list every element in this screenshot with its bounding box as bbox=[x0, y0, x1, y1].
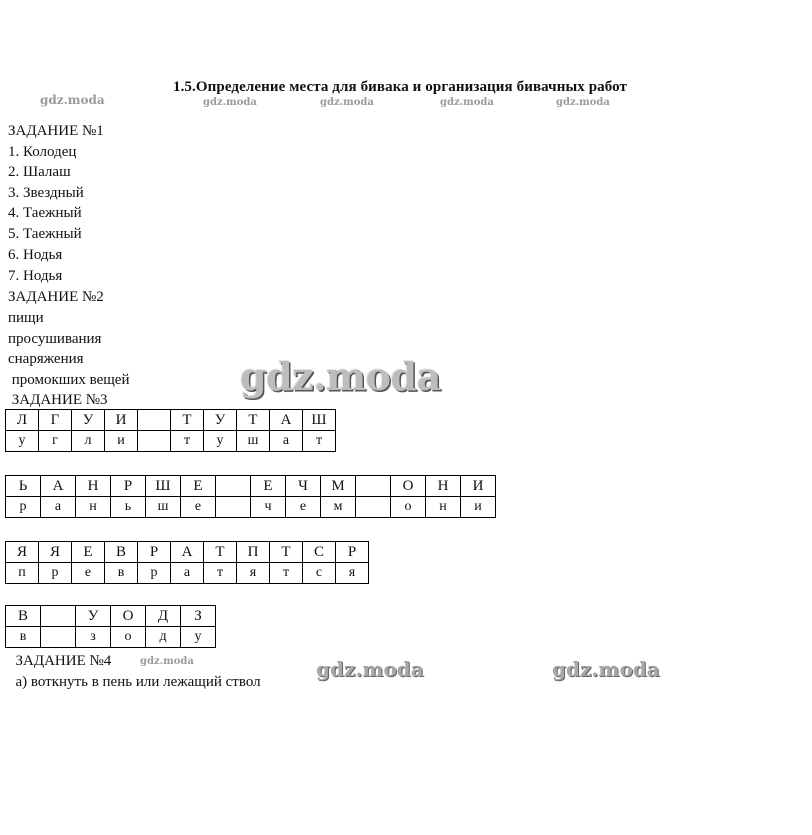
cipher-cell: Д bbox=[146, 606, 181, 627]
cipher-cell: Е bbox=[251, 476, 286, 497]
task2-item: снаряжения bbox=[8, 351, 84, 367]
task1-heading: ЗАДАНИЕ №1 bbox=[8, 123, 104, 139]
watermark: gdz.moda bbox=[140, 656, 194, 667]
cipher-cell bbox=[356, 476, 391, 497]
task1-item: 7. Нодья bbox=[8, 268, 63, 284]
cipher-cell: У bbox=[72, 410, 105, 431]
cipher-cell: Л bbox=[6, 410, 39, 431]
cipher-cell: У bbox=[204, 410, 237, 431]
cipher-cell bbox=[216, 497, 251, 518]
cipher-cell: у bbox=[181, 627, 216, 648]
cipher-cell: И bbox=[461, 476, 496, 497]
cipher-cell: А bbox=[270, 410, 303, 431]
watermark: gdz.moda bbox=[203, 97, 257, 108]
cipher-cell: У bbox=[76, 606, 111, 627]
cipher-row-decoded bbox=[6, 497, 496, 518]
cipher-cell: р bbox=[39, 563, 72, 584]
cipher-cell: р bbox=[6, 497, 41, 518]
cipher-cell bbox=[41, 627, 76, 648]
cipher-cell: е bbox=[72, 563, 105, 584]
watermark: gdz.moda bbox=[556, 97, 610, 108]
cipher-cell: Е bbox=[181, 476, 216, 497]
cipher-cell: т bbox=[204, 563, 237, 584]
task4-item: а) воткнуть в пень или лежащий ствол bbox=[8, 674, 261, 690]
cipher-cell: Е bbox=[72, 542, 105, 563]
cipher-cell: Н bbox=[76, 476, 111, 497]
page-title: 1.5.Определение места для бивака и организация бивачных работ bbox=[172, 79, 628, 95]
cipher-cell: д bbox=[146, 627, 181, 648]
cipher-cell bbox=[138, 410, 171, 431]
cipher-grid-3 bbox=[5, 541, 369, 584]
cipher-cell bbox=[356, 497, 391, 518]
cipher-cell: а bbox=[270, 431, 303, 452]
cipher-cell: Т bbox=[237, 410, 270, 431]
cipher-cell: Ь bbox=[6, 476, 41, 497]
cipher-cell: и bbox=[105, 431, 138, 452]
cipher-cell: Т bbox=[270, 542, 303, 563]
cipher-cell: н bbox=[76, 497, 111, 518]
cipher-cell: у bbox=[204, 431, 237, 452]
cipher-cell: Р bbox=[138, 542, 171, 563]
cipher-cell: Ш bbox=[146, 476, 181, 497]
cipher-cell: н bbox=[426, 497, 461, 518]
cipher-cell: г bbox=[39, 431, 72, 452]
cipher-cell: с bbox=[303, 563, 336, 584]
cipher-cell bbox=[216, 476, 251, 497]
task2-item: промокших вещей bbox=[8, 372, 130, 388]
cipher-cell: Я bbox=[6, 542, 39, 563]
cipher-cell bbox=[138, 431, 171, 452]
cipher-cell: о bbox=[391, 497, 426, 518]
cipher-cell: и bbox=[461, 497, 496, 518]
cipher-row-encrypted bbox=[6, 410, 336, 431]
cipher-cell: р bbox=[138, 563, 171, 584]
watermark: gdz.moda bbox=[320, 97, 374, 108]
cipher-cell: Ш bbox=[303, 410, 336, 431]
cipher-cell: я bbox=[336, 563, 369, 584]
cipher-cell: Т bbox=[204, 542, 237, 563]
cipher-cell: С bbox=[303, 542, 336, 563]
cipher-row-decoded bbox=[6, 563, 369, 584]
cipher-row-encrypted bbox=[6, 606, 216, 627]
task1-item: 5. Таежный bbox=[8, 226, 82, 242]
cipher-grid-4 bbox=[5, 605, 216, 648]
cipher-cell: Г bbox=[39, 410, 72, 431]
watermark: gdz.moda bbox=[440, 97, 494, 108]
watermark: gdz.moda bbox=[552, 657, 660, 681]
cipher-cell: о bbox=[111, 627, 146, 648]
cipher-cell: В bbox=[105, 542, 138, 563]
cipher-cell: А bbox=[41, 476, 76, 497]
task2-item: просушивания bbox=[8, 331, 102, 347]
cipher-cell: Р bbox=[336, 542, 369, 563]
task3-heading: ЗАДАНИЕ №3 bbox=[8, 392, 108, 408]
task2-item: пищи bbox=[8, 310, 44, 326]
cipher-cell: ь bbox=[111, 497, 146, 518]
task4-heading: ЗАДАНИЕ №4 bbox=[8, 653, 112, 669]
watermark: gdz.moda bbox=[316, 657, 424, 681]
cipher-row-decoded bbox=[6, 431, 336, 452]
cipher-cell: О bbox=[391, 476, 426, 497]
cipher-cell: В bbox=[6, 606, 41, 627]
cipher-cell: а bbox=[171, 563, 204, 584]
watermark-large: gdz.moda bbox=[240, 354, 441, 399]
task1-item: 2. Шалаш bbox=[8, 164, 71, 180]
cipher-cell: О bbox=[111, 606, 146, 627]
cipher-grid-2 bbox=[5, 475, 496, 518]
cipher-cell: З bbox=[181, 606, 216, 627]
task1-item: 4. Таежный bbox=[8, 205, 82, 221]
cipher-cell: е bbox=[181, 497, 216, 518]
cipher-cell: А bbox=[171, 542, 204, 563]
cipher-cell: Я bbox=[39, 542, 72, 563]
task1-item: 6. Нодья bbox=[8, 247, 63, 263]
cipher-grid-1 bbox=[5, 409, 336, 452]
cipher-cell: з bbox=[76, 627, 111, 648]
cipher-cell: Т bbox=[171, 410, 204, 431]
cipher-cell: т bbox=[303, 431, 336, 452]
cipher-cell bbox=[41, 606, 76, 627]
cipher-cell: ш bbox=[146, 497, 181, 518]
cipher-cell: П bbox=[237, 542, 270, 563]
cipher-cell: у bbox=[6, 431, 39, 452]
cipher-cell: ч bbox=[251, 497, 286, 518]
task1-item: 3. Звездный bbox=[8, 185, 84, 201]
cipher-cell: ш bbox=[237, 431, 270, 452]
cipher-cell: а bbox=[41, 497, 76, 518]
cipher-cell: М bbox=[321, 476, 356, 497]
cipher-cell: т bbox=[171, 431, 204, 452]
cipher-cell: л bbox=[72, 431, 105, 452]
cipher-cell: в bbox=[6, 627, 41, 648]
cipher-cell: я bbox=[237, 563, 270, 584]
cipher-row-decoded bbox=[6, 627, 216, 648]
cipher-cell: в bbox=[105, 563, 138, 584]
watermark: gdz.moda bbox=[40, 93, 105, 107]
cipher-row-encrypted bbox=[6, 476, 496, 497]
cipher-cell: п bbox=[6, 563, 39, 584]
task2-heading: ЗАДАНИЕ №2 bbox=[8, 289, 104, 305]
cipher-cell: т bbox=[270, 563, 303, 584]
task1-item: 1. Колодец bbox=[8, 144, 77, 160]
cipher-cell: Р bbox=[111, 476, 146, 497]
cipher-cell: Ч bbox=[286, 476, 321, 497]
cipher-cell: м bbox=[321, 497, 356, 518]
cipher-cell: Н bbox=[426, 476, 461, 497]
cipher-cell: И bbox=[105, 410, 138, 431]
cipher-row-encrypted bbox=[6, 542, 369, 563]
cipher-cell: е bbox=[286, 497, 321, 518]
